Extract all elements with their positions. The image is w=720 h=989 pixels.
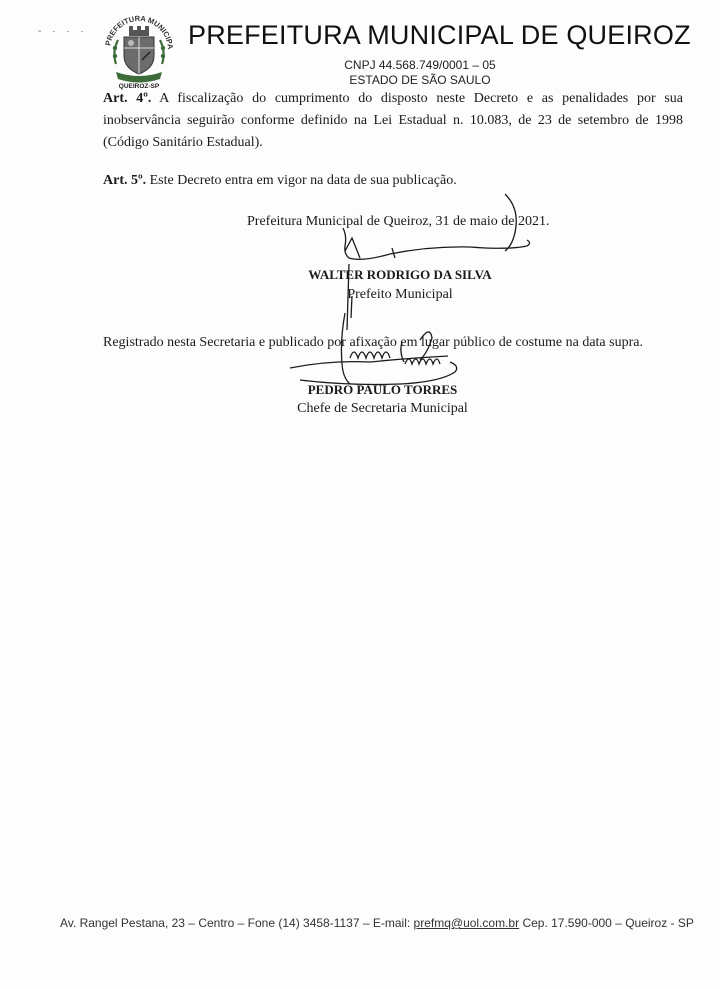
footer-email-link[interactable]: prefmq@uol.com.br [413,916,520,930]
dateline: Prefeitura Municipal de Queiroz, 31 de maio de 2021. [247,214,550,229]
article-5-label: Art. 5º. [103,173,147,188]
estado-line: ESTADO DE SÃO SAULO [349,73,491,87]
signatory-2-name: PEDRO PAULO TORRES [307,382,458,397]
article-5 [103,170,683,192]
footer-cep: Cep. 17.590-000 – Queiroz - SP [519,916,694,930]
footer-contact [60,916,694,930]
article-4-label: Art. 4º. [103,91,152,106]
signatory-2-role: Chefe de Secretaria Municipal [297,401,468,416]
signatory-1-role: Prefeito Municipal [347,287,453,302]
scan-marks: - · · · [38,26,88,37]
article-5-text: Este Decreto entra em vigor na data de sua publicação. [146,173,457,188]
footer-address: Av. Rangel Pestana, 23 – Centro – Fone (14) 3458-1137 – E-mail: [60,916,414,930]
registration-statement: Registrado nesta Secretaria e publicado por afixação em lugar público de costume na data supra. [103,335,643,350]
article-4-text: A fiscalização do cumprimento do disposto neste Decreto e as penalidades por sua inobservância seguirão conforme definido na Lei Estadual n. 10.083, de 23 de setembro de 1998 (Código Sanitário Estadual). [103,91,683,150]
cnpj-line: CNPJ 44.568.749/0001 – 05 [344,58,496,72]
article-4 [103,88,683,154]
page-title: PREFEITURA MUNICIPAL DE QUEIROZ [188,20,691,50]
seal-bottom-text: QUEIROZ-SP [118,83,160,90]
seal-arc-text: PREFEITURA MUNICIPA [103,13,176,50]
signatory-1-name: WALTER RODRIGO DA SILVA [308,267,492,282]
